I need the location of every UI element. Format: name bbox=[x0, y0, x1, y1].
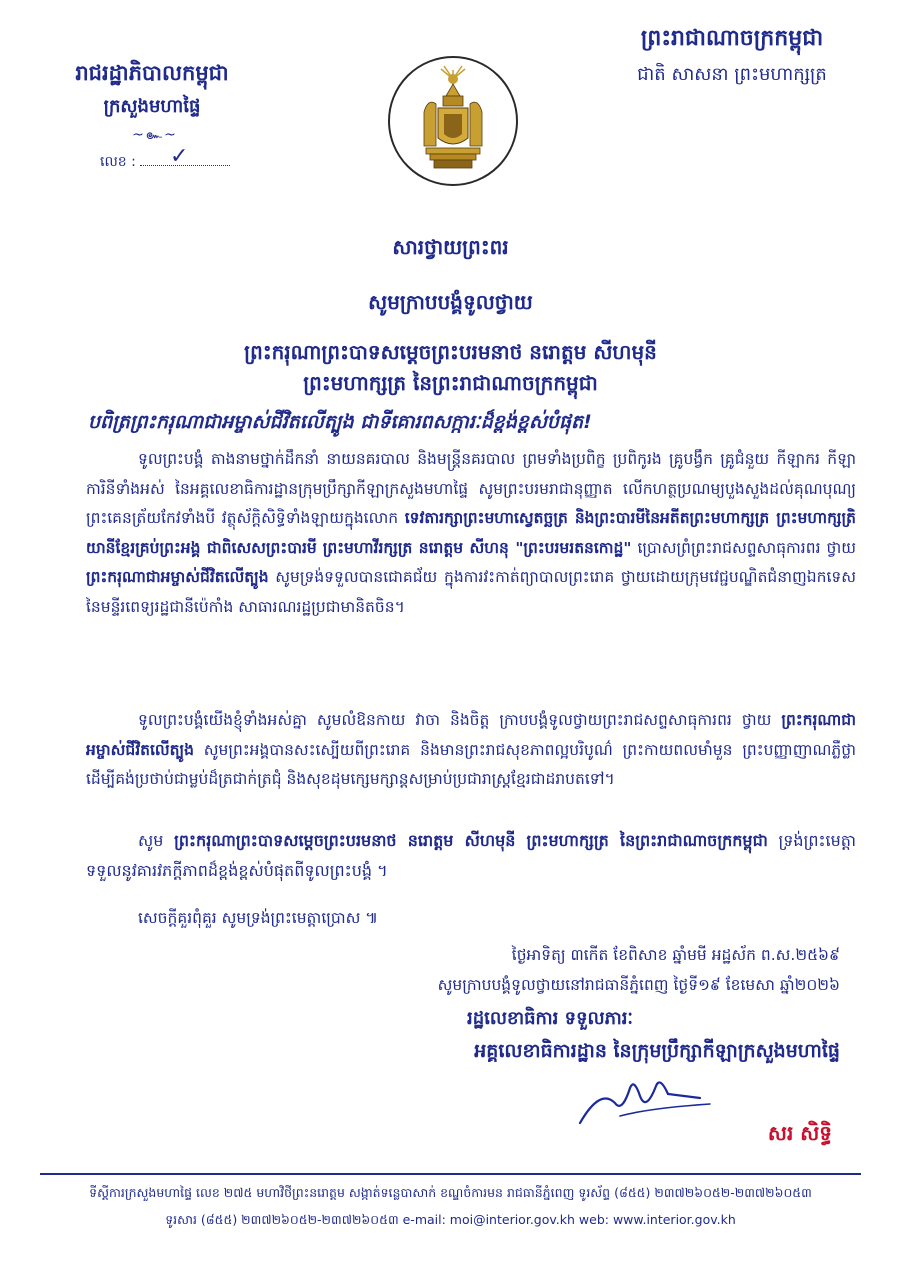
reference-check-mark: ✓ bbox=[170, 144, 189, 169]
signatory-name: សរ សិទ្ធិ bbox=[767, 1121, 832, 1145]
para1-bold-3: ព្រះករុណាជាអម្ចាស់ជីវិតលើត្បូង bbox=[86, 568, 269, 586]
signatory-title-1: រដ្ឋលេខាធិការ ទទួលភារៈ bbox=[466, 1008, 633, 1029]
ministry-name: ក្រសួងមហាផ្ទៃ bbox=[103, 96, 201, 117]
signatory-title-2: អគ្គលេខាធិការដ្ឋាន នៃក្រុមប្រឹក្សាកីឡាក្រសួងមហាផ្ទៃ bbox=[474, 1040, 840, 1062]
salutation-headline: បពិត្រព្រះករុណាជាអម្ចាស់ជីវិតលើត្បូង ជាទីគោរពសក្ការៈដ៏ខ្ពង់ខ្ពស់បំផុត! bbox=[88, 411, 592, 433]
footer-contacts: ទូរសារ (៨៥៥) ២៣៧២៦០៥២-២៣៧២៦០៥៣ e-mail: moi@interior.gov.kh web: www.interior.gov.kh bbox=[165, 1212, 736, 1227]
para3-bold-1: ព្រះករុណាព្រះបាទសម្តេចព្រះបរមនាថ នរោត្តម សីហមុនី ព្រះមហាក្សត្រ នៃព្រះរាជាណាចក្រកម្ពុជា bbox=[174, 831, 768, 850]
para1-text-2: ប្រោសព្រំព្រះរាជសព្ទសាធុការពរ ថ្វាយ bbox=[637, 538, 857, 557]
para3-text-1: សូម bbox=[138, 831, 164, 850]
greeting-line-2: ព្រះករុណាព្រះបាទសម្តេចព្រះបរមនាថ នរោត្តម សីហមុនី bbox=[244, 340, 657, 364]
government-name: រាជរដ្ឋាភិបាលកម្ពុជា bbox=[75, 61, 229, 85]
royal-emblem-icon bbox=[386, 54, 520, 188]
document-title: សារថ្វាយព្រះពរ bbox=[392, 235, 509, 259]
footer-divider bbox=[40, 1173, 861, 1175]
greeting-line-3: ព្រះមហាក្សត្រ នៃព្រះរាជាណាចក្រកម្ពុជា bbox=[303, 371, 598, 395]
para1-text-1: ទូលព្រះបង្គំ តាងនាមថ្នាក់ដឹកនាំ នាយនគរបាល និងមន្ត្រីនគរបាល ព្រមទាំងប្រពិក្ខ ប្រពិកូរង គ្រូបង្វឹក គ្រូជំនួយ កីឡាករ កីឡាការិនីទាំងអស់ នៃអគ្គលេខាធិការដ្ឋានក្រុមប្រឹក្សាកីឡាក្រសួងមហាផ្ទៃ សូមព្រះបរមរាជានុញ្ញាត លើកហត្ថប្រណម្យបួងសួងដល់គុណបុណ្យព្រះគេនត្រ័យកែវទាំងបី វត្ថុស័ក្តិសិទ្ធិទាំងឡាយក្នុងលោក bbox=[86, 450, 856, 527]
para1-bold-2: ព្រះមហាវីរក្សត្រ នរោត្តម សីហនុ "ព្រះបរមរតនកោដ្ឋ" bbox=[322, 538, 632, 557]
national-motto: ជាតិ សាសនា ព្រះមហាក្សត្រ bbox=[637, 64, 827, 85]
para2-text-1: ទូលព្រះបង្គំយើងខ្ញុំទាំងអស់គ្នា សូមលំឱនកាយ វាចា និងចិត្ត ក្រាបបង្គំទូលថ្វាយព្រះរាជសព្ទសាធុការពរ ថ្វាយ bbox=[138, 711, 772, 729]
ornament-divider: ~๛~ bbox=[132, 127, 178, 143]
greeting-line-1: សូមក្រាបបង្គំទូលថ្វាយ bbox=[368, 290, 533, 314]
reference-number bbox=[100, 144, 230, 173]
kingdom-name: ព្រះរាជាណាចក្រកម្ពុជា bbox=[640, 26, 824, 51]
solar-date: សូមក្រាបបង្គំទូលថ្វាយនៅរាជធានីភ្នំពេញ ថ្ងៃទី១៩ ខែមេសា ឆ្នាំ២០២៦ bbox=[437, 976, 840, 994]
para2-text-2: សូមព្រះអង្គបានសះស្បើយពីព្រះរោគ និងមានព្រះរាជសុខភាពល្អបរិបូណ៌ ព្រះកាយពលមាំមួន ព្រះបញ្ញាញាណភ្លឺថ្លា ដើម្បីគង់ប្រថាប់ជាម្លប់ដ៏ត្រជាក់ត្រជុំ និងសុខដុមក្សេមក្សាន្តសម្រាប់ប្រជារាស្ត្រខ្មែរជាដរាបតទៅ។ bbox=[86, 740, 856, 788]
reference-number-label: លេខ : bbox=[100, 154, 136, 170]
closing-line: សេចក្តីគួរពុំគួរ សូមទ្រង់ព្រះមេត្តាប្រោស ៕ bbox=[138, 909, 379, 927]
lunar-date: ថ្ងៃអាទិត្យ ៣កើត ខែពិសាខ ឆ្នាំមមី អដ្ឋស័ក ព.ស.២៥៦៩ bbox=[511, 946, 840, 964]
paragraph-2 bbox=[86, 706, 856, 795]
para1-text-3: សូមទ្រង់ទទួលបានជោគជ័យ ក្នុងការវះកាត់ព្យាបាលព្រះរោគ ថ្វាយដោយក្រុមវេជ្ជបណ្ឌិតជំនាញឯកទេស នៃមន្ទីរពេទ្យរដ្ឋជានីប៉េកាំង សាធារណរដ្ឋប្រជាមានិតចិន។ bbox=[86, 568, 856, 616]
para2-bold-1: ព្រះករុណាជាអម្ចាស់ជីវិតលើត្បូង bbox=[86, 711, 856, 759]
footer-address: ទីស្តីការក្រសួងមហាផ្ទៃ លេខ ២៧៥ មហាវិថីព្រះនរោត្តម សង្កាត់ទន្លេបាសាក់ ខណ្ឌចំការមន រាជធានីភ្នំពេញ ទូរស័ព្ទ (៨៥៥) ២៣៧២៦០៥២-២៣៧២៦០៥៣ bbox=[89, 1185, 812, 1200]
para1-bold-1: ទេវតារក្សាព្រះមហាស្វេតច្ឆត្រ និងព្រះបារមីនៃអតីតព្រះមហាក្សត្រ ព្រះមហាក្សត្រិយានីខ្មែរគ្រប់ព្រះអង្គ ជាពិសេសព្រះបារមី bbox=[86, 509, 856, 557]
para3-text-2: ទ្រង់ព្រះមេត្តាទទួលនូវគារវភក្តីភាពដ៏ខ្ពង់ខ្ពស់បំផុតពីទូលព្រះបង្គំ ។ bbox=[86, 831, 856, 880]
paragraph-1 bbox=[86, 445, 856, 622]
paragraph-3 bbox=[86, 826, 856, 885]
